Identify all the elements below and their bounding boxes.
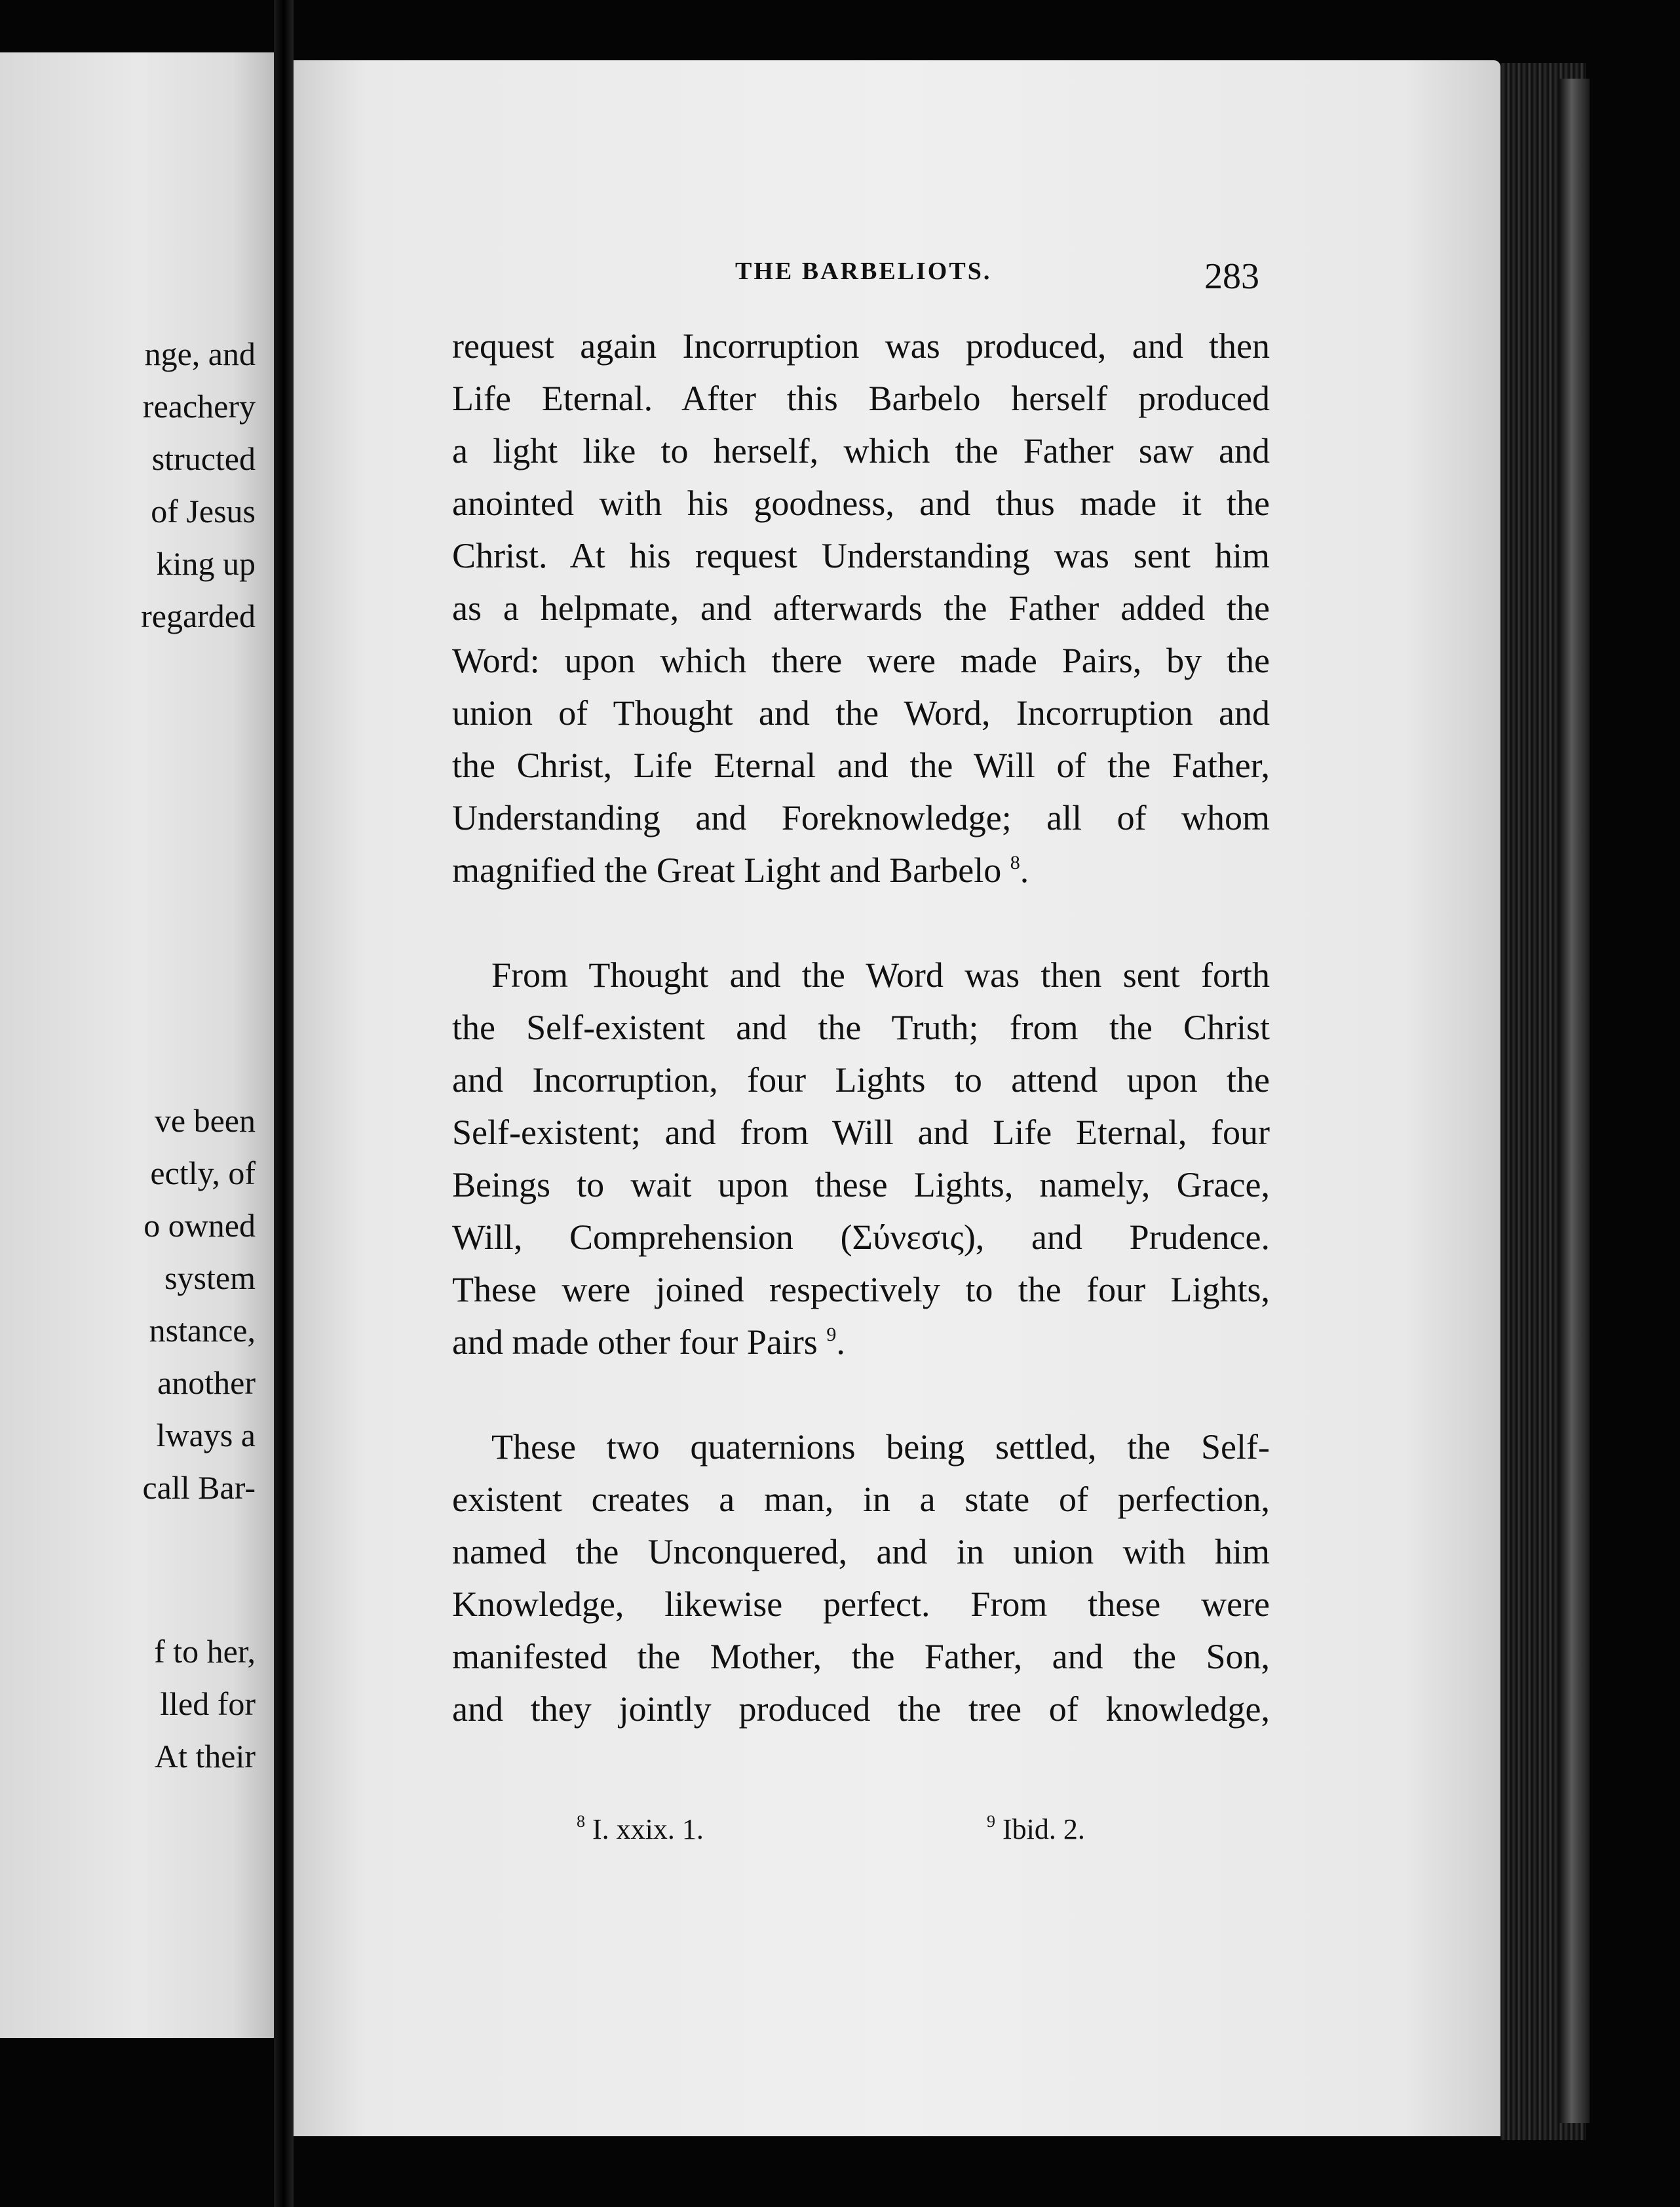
- text-line-last: [452, 1316, 1270, 1368]
- left-line: nge, and: [144, 336, 256, 372]
- text-line-last: [452, 844, 1270, 896]
- footnote-text: I. xxix. 1.: [592, 1813, 704, 1845]
- text-line: manifested the Mother, the Father, and the Son,: [452, 1637, 1270, 1676]
- text-line: magnified the Great Light and Barbelo: [452, 851, 1002, 890]
- footnote-9: [987, 1813, 1085, 1846]
- text-line: anointed with his goodness, and thus made it the: [452, 484, 1270, 523]
- text-line: and Incorruption, four Lights to attend upon the: [452, 1060, 1270, 1100]
- footnote-text: Ibid. 2.: [1002, 1813, 1085, 1845]
- footnote-mark: 9: [987, 1812, 995, 1831]
- left-line: At their: [154, 1738, 256, 1775]
- footnote-ref-9[interactable]: 9: [826, 1324, 837, 1345]
- text-line: These two quaternions being settled, the Self-: [491, 1427, 1270, 1467]
- text-line: Knowledge, likewise perfect. From these were: [452, 1584, 1270, 1624]
- paragraph-3: [452, 1421, 1270, 1735]
- footnote-8: [577, 1813, 704, 1846]
- text-line: Self-existent; and from Will and Life Eternal, four: [452, 1113, 1270, 1152]
- paragraph-2: [452, 949, 1270, 1368]
- page-number: 283: [1204, 256, 1259, 297]
- left-line: nstance,: [149, 1312, 256, 1349]
- punctuation: .: [1020, 851, 1029, 890]
- left-line: another: [157, 1364, 256, 1401]
- paragraph-gap: [452, 1368, 1270, 1421]
- left-line: call Bar-: [142, 1469, 256, 1506]
- left-line: reachery: [142, 388, 256, 425]
- text-line: the Christ, Life Eternal and the Will of the Father,: [452, 746, 1270, 785]
- text-line: Life Eternal. After this Barbelo herself produced: [452, 379, 1270, 418]
- paragraph-gap: [452, 896, 1270, 949]
- text-line: These were joined respectively to the four Lights,: [452, 1270, 1270, 1309]
- left-line: regarded: [141, 598, 256, 634]
- text-line: named the Unconquered, and in union with him: [452, 1532, 1270, 1571]
- text-line: From Thought and the Word was then sent forth: [491, 955, 1270, 995]
- footnote-mark: 8: [577, 1812, 585, 1831]
- left-line: lways a: [156, 1417, 256, 1453]
- text-line: as a helpmate, and afterwards the Father added the: [452, 588, 1270, 628]
- left-line: ectly, of: [150, 1155, 256, 1191]
- book-gutter: [274, 0, 294, 2207]
- left-line: o owned: [143, 1207, 256, 1244]
- left-line: structed: [151, 440, 256, 477]
- footnotes: [0, 1813, 1680, 1852]
- text-line: Christ. At his request Understanding was sent him: [452, 536, 1270, 575]
- left-line: lled for: [160, 1685, 256, 1722]
- footnote-ref-8[interactable]: 8: [1010, 852, 1020, 873]
- text-line: and they jointly produced the tree of knowledge,: [452, 1689, 1270, 1729]
- left-line: system: [164, 1259, 256, 1296]
- left-line: king up: [156, 545, 256, 582]
- left-page-fragment: [0, 52, 274, 2038]
- text-line: existent creates a man, in a state of perfection,: [452, 1480, 1270, 1519]
- text-line: union of Thought and the Word, Incorruption and: [452, 693, 1270, 733]
- text-line: the Self-existent and the Truth; from the Christ: [452, 1008, 1270, 1047]
- text-line: Word: upon which there were made Pairs, by the: [452, 641, 1270, 680]
- text-line: and made other four Pairs: [452, 1322, 818, 1362]
- text-line: Understanding and Foreknowledge; all of whom: [452, 798, 1270, 837]
- text-line: Will, Comprehension (Σύνεσις), and Prudence.: [452, 1218, 1270, 1257]
- text-line: request again Incorruption was produced, and then: [452, 326, 1270, 366]
- running-head: THE BARBELIOTS.: [735, 258, 992, 285]
- left-line: ve been: [154, 1102, 256, 1139]
- left-line: f to her,: [154, 1633, 256, 1670]
- text-line: a light like to herself, which the Father saw and: [452, 431, 1270, 470]
- body-text: [452, 320, 1270, 1735]
- paragraph-1: [452, 320, 1270, 896]
- left-line: of Jesus: [151, 493, 256, 529]
- text-line: Beings to wait upon these Lights, namely, Grace,: [452, 1165, 1270, 1204]
- punctuation: .: [836, 1322, 845, 1362]
